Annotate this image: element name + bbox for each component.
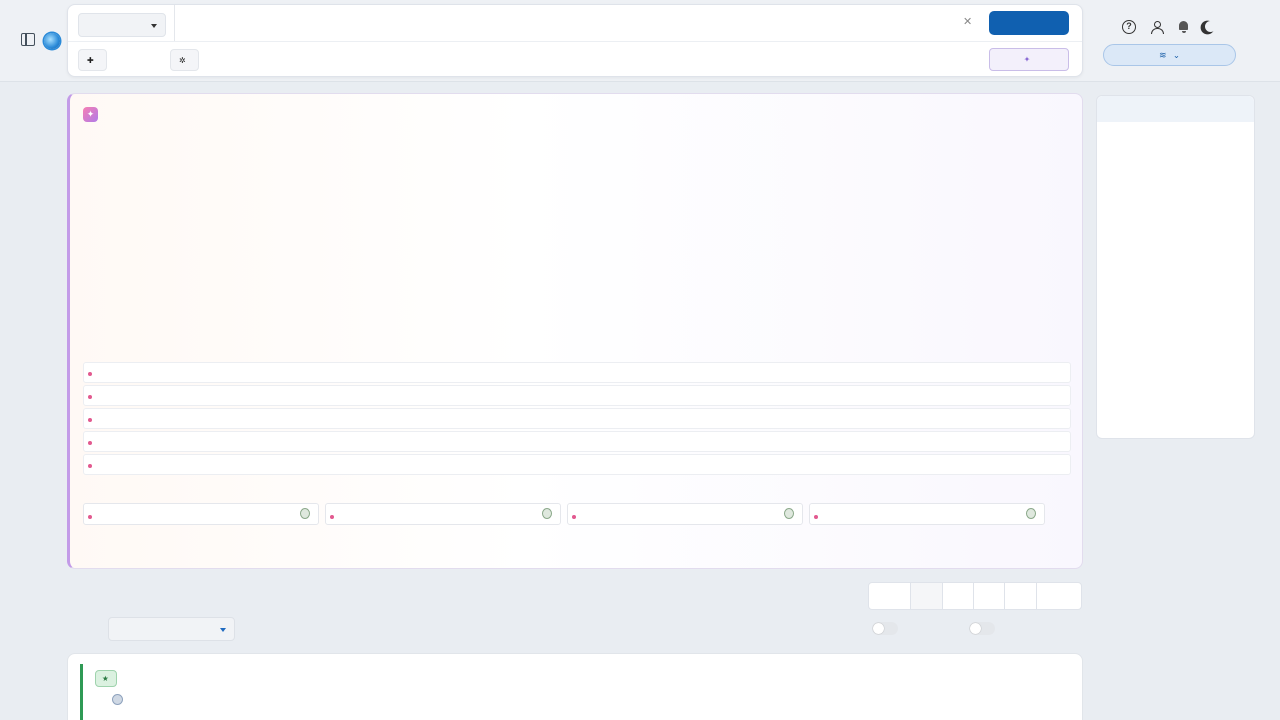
divider: [68, 41, 1082, 42]
page-2-button[interactable]: [942, 582, 974, 610]
generate-button[interactable]: [989, 48, 1069, 71]
tool-chip-anthropic[interactable]: [170, 49, 199, 71]
search-button[interactable]: [989, 11, 1069, 35]
help-icon[interactable]: ?: [1122, 20, 1136, 34]
logo-icon: [44, 33, 60, 49]
document-icon: [784, 508, 794, 519]
chevron-down-icon: ⌄: [1172, 50, 1181, 60]
prev-page-button[interactable]: [868, 582, 911, 610]
follow-up-question[interactable]: [83, 362, 1071, 383]
follow-up-question[interactable]: [83, 408, 1071, 429]
clear-icon[interactable]: ✕: [963, 16, 973, 28]
document-icon: [300, 508, 310, 519]
source-link[interactable]: [809, 503, 1045, 525]
sources-panel: [1096, 95, 1255, 439]
plus-icon: ✚: [87, 56, 94, 65]
pinned-badge: [95, 670, 117, 687]
show-all-details-toggle[interactable]: [969, 622, 995, 635]
layers-icon: ≋: [1158, 50, 1167, 60]
dark-mode-icon[interactable]: [1203, 20, 1217, 34]
chevron-down-icon: [151, 24, 157, 28]
tool-chip-search-rag[interactable]: [78, 49, 107, 71]
sort-select[interactable]: [108, 617, 235, 641]
ai-summary-card: [67, 93, 1083, 569]
page-4-button[interactable]: [1004, 582, 1037, 610]
top-bar: [0, 0, 1280, 82]
pinned-indicator: [80, 664, 83, 720]
next-page-button[interactable]: [1036, 582, 1082, 610]
user-icon[interactable]: [1150, 20, 1164, 34]
follow-up-question[interactable]: [83, 431, 1071, 452]
bell-icon[interactable]: [1177, 20, 1191, 34]
select-items-toggle[interactable]: [872, 622, 898, 635]
source-link[interactable]: [567, 503, 803, 525]
document-icon: [1026, 508, 1036, 519]
result-card: [67, 653, 1083, 720]
sidebar-toggle-icon[interactable]: [21, 33, 35, 46]
source-select[interactable]: [78, 13, 166, 37]
source-link[interactable]: [83, 503, 319, 525]
follow-up-question[interactable]: [83, 385, 1071, 406]
ai-summary-header: [83, 107, 103, 123]
search-input[interactable]: [184, 14, 954, 34]
workspace-button[interactable]: [1103, 44, 1236, 66]
follow-up-question[interactable]: [83, 454, 1071, 475]
follow-up-list: [83, 362, 1071, 477]
sources-panel-title: [1097, 96, 1254, 122]
chevron-down-icon: [220, 628, 226, 632]
ai-summary-body: [83, 128, 1068, 136]
ai-sparkle-icon: ✦: [83, 107, 98, 122]
page-3-button[interactable]: [973, 582, 1005, 610]
document-icon: [542, 508, 552, 519]
pin-icon: ★: [102, 674, 110, 683]
divider: [174, 5, 175, 41]
sparkle-icon: ✦: [1023, 55, 1031, 64]
source-link[interactable]: [325, 503, 561, 525]
instructions-input[interactable]: [271, 53, 771, 67]
sparkle-icon: ✲: [179, 56, 186, 65]
page-1-button[interactable]: [910, 582, 943, 610]
document-icon: [112, 694, 123, 705]
search-panel: [67, 4, 1083, 77]
